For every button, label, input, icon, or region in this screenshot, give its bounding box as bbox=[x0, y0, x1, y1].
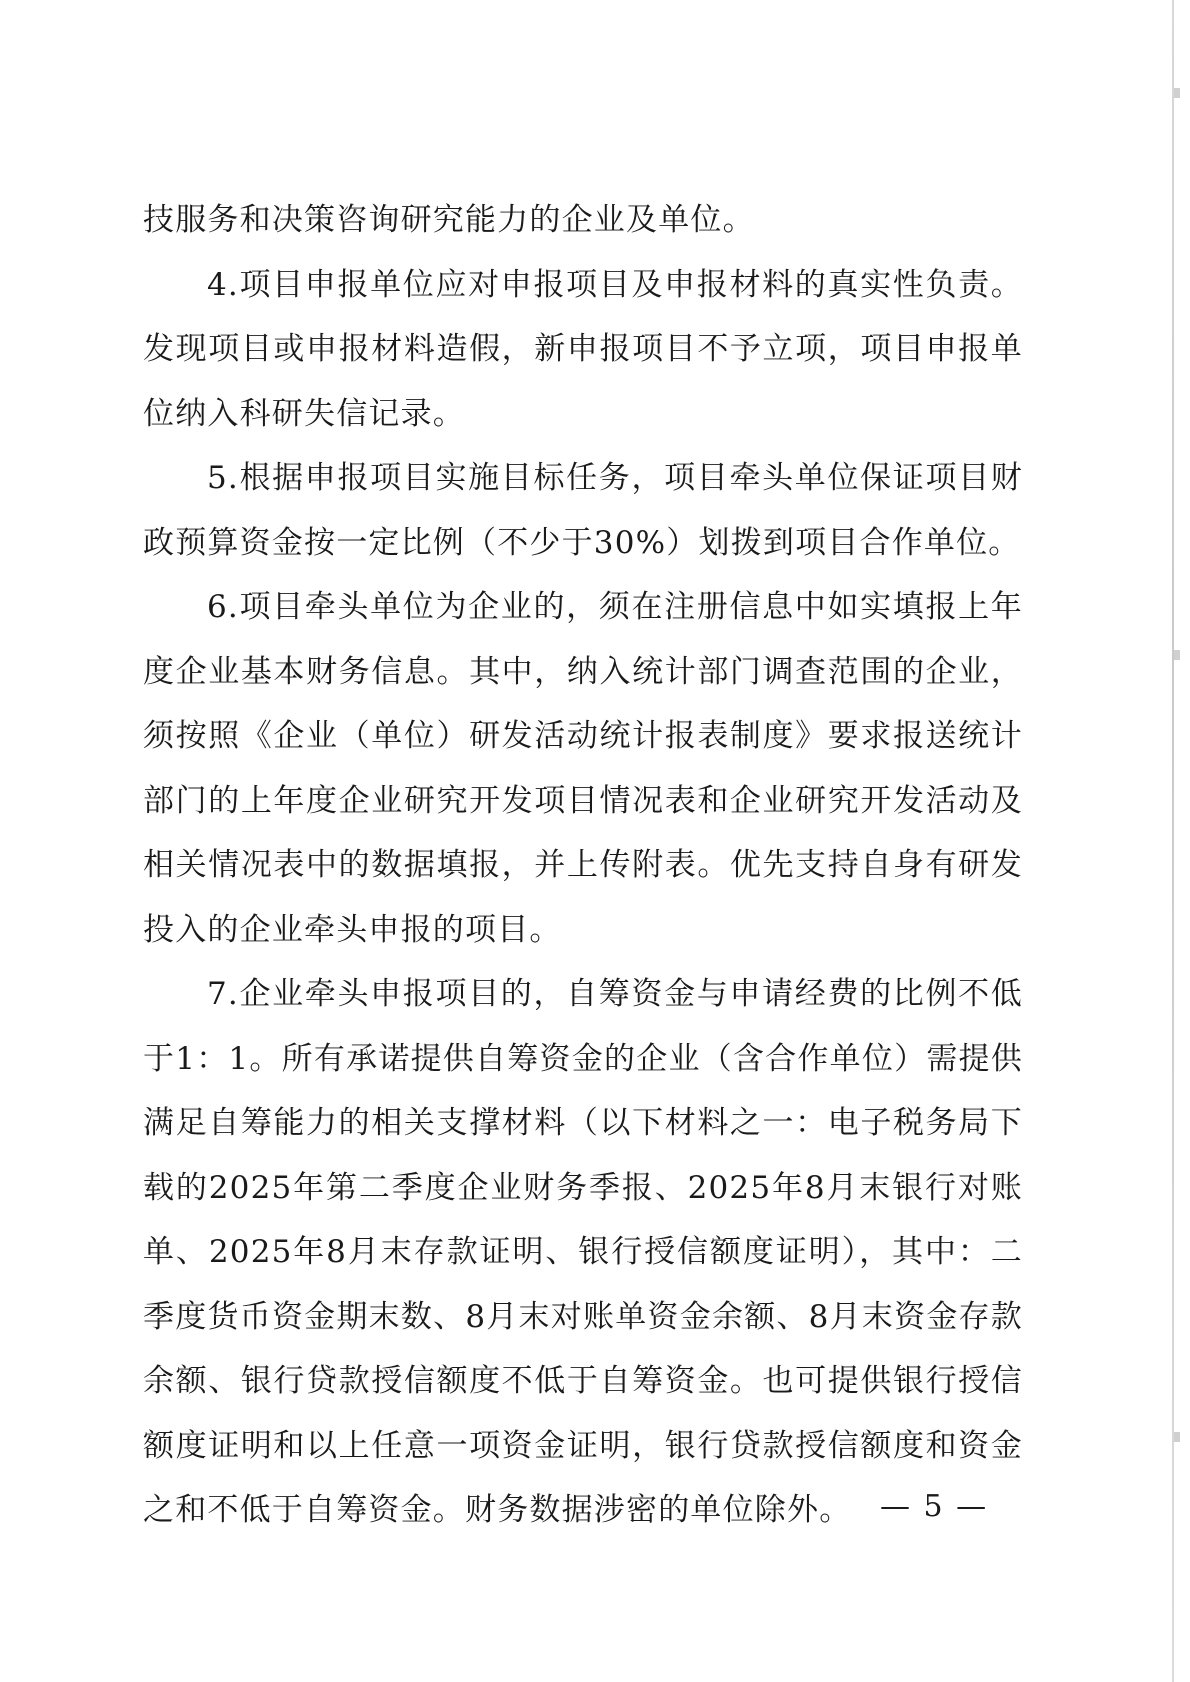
scan-edge-line bbox=[1172, 0, 1174, 1682]
paragraph-item-5: 5.根据申报项目实施目标任务，项目牵头单位保证项目财政预算资金按一定比例（不少于30%）划拨到项目合作单位。 bbox=[143, 460, 1023, 561]
paragraph-item-7: 7.企业牵头申报项目的，自筹资金与申请经费的比例不低于1：1。所有承诺提供自筹资金的企业（含合作单位）需提供满足自筹能力的相关支撑材料（以下材料之一：电子税务局下载的2025年第二季度企业财务季报、2025年8月末银行对账单、2025年8月末存款证明、银行授信额度证明），其中：二季度货币资金期末数、8月末对账单资金余额、8月末资金存款余额、银行贷款授信额度不低于自筹资金。也可提供银行授信额度证明和以上任意一项资金证明，银行贷款授信额度和资金之和不低于自筹资金。财务数据涉密的单位除外。 bbox=[143, 976, 1023, 1528]
body-text bbox=[143, 188, 1023, 1543]
scan-edge-mark bbox=[1174, 1432, 1180, 1442]
paragraph-item-6: 6.项目牵头单位为企业的，须在注册信息中如实填报上年度企业基本财务信息。其中，纳入统计部门调查范围的企业，须按照《企业（单位）研发活动统计报表制度》要求报送统计部门的上年度企业研究开发项目情况表和企业研究开发活动及相关情况表中的数据填报，并上传附表。优先支持自身有研发投入的企业牵头申报的项目。 bbox=[143, 589, 1023, 948]
page-number: — 5 — bbox=[880, 1489, 989, 1524]
scan-edge-mark bbox=[1174, 88, 1180, 98]
paragraph-continuation: 技服务和决策咨询研究能力的企业及单位。 bbox=[143, 202, 755, 238]
scan-edge-mark bbox=[1174, 650, 1180, 660]
paragraph-item-4: 4.项目申报单位应对申报项目及申报材料的真实性负责。发现项目或申报材料造假，新申报项目不予立项，项目申报单位纳入科研失信记录。 bbox=[143, 266, 1023, 432]
